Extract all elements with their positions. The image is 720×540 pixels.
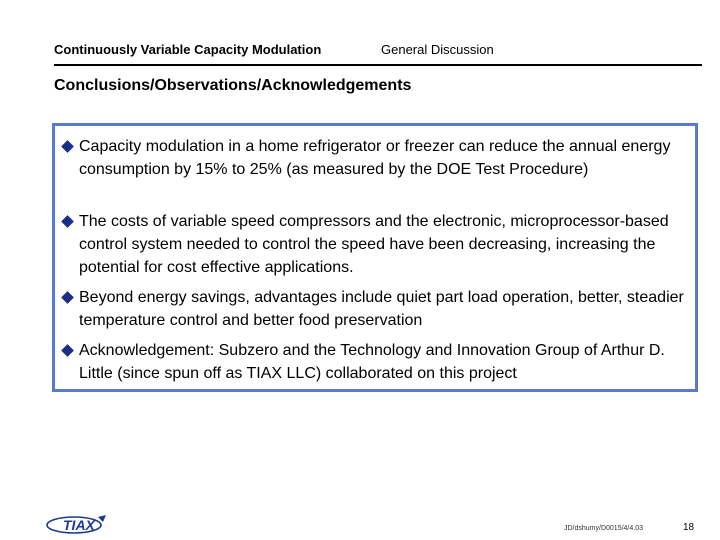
slide-title: Conclusions/Observations/Acknowledgements — [54, 77, 412, 94]
bullet-text: Beyond energy savings, advantages include quiet part load operation, better, steadier temperature control and better food preservation — [79, 289, 684, 329]
tiax-logo — [46, 513, 112, 535]
header-divider — [54, 64, 702, 66]
bullet-text: Acknowledgement: Subzero and the Technology and Innovation Group of Arthur D. Little (since spun off as TIAX LLC) collaborated on this project — [79, 342, 665, 382]
footer-document-code: JD/dshumy/D0015/4/4.03 — [564, 525, 643, 532]
bullet-item — [62, 286, 692, 332]
header-section-title: Continuously Variable Capacity Modulation — [54, 42, 322, 57]
bullet-item — [62, 339, 692, 385]
bullet-item — [62, 135, 692, 181]
header-subsection-title: General Discussion — [381, 42, 494, 57]
logo-wordmark: TIAX — [63, 517, 95, 533]
bullet-text: Capacity modulation in a home refrigerator or freezer can reduce the annual energy consumption by 15% to 25% (as measured by the DOE Test Procedure) — [79, 138, 671, 178]
page-number: 18 — [683, 522, 695, 533]
bullet-text: The costs of variable speed compressors and the electronic, microprocessor-based control system needed to control the speed have been decreasing, increasing the potential for cost effective applications. — [79, 213, 669, 276]
bullet-item — [62, 210, 692, 279]
